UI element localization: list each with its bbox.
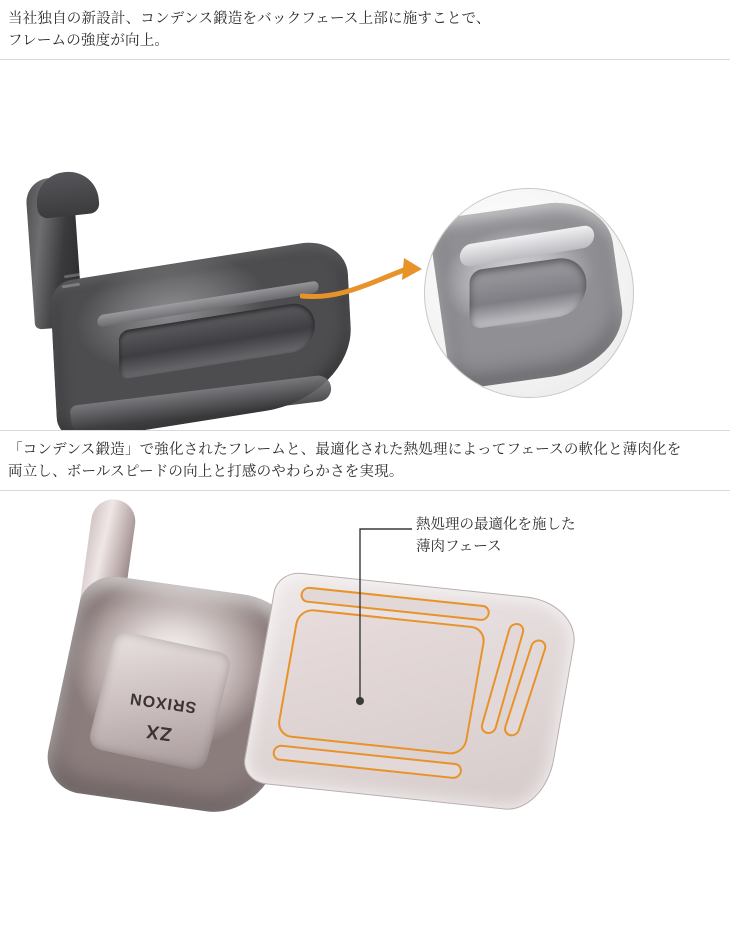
section2-description-line-1: 「コンデンス鍛造」で強化されたフレームと、最適化された熱処理によってフェースの軟化と薄肉化を — [8, 441, 682, 458]
section2-description-line-2: 両立し、ボールスピードの向上と打感のやわらかさを実現。 — [8, 464, 404, 481]
callout-line-2: 薄肉フェース — [416, 538, 502, 555]
thin-face-area — [276, 608, 488, 756]
callout-line-1: 熱処理の最適化を施した — [416, 516, 576, 533]
section1-description-line-2: フレームの強度が向上。 — [8, 33, 170, 50]
section2-figure — [0, 491, 730, 911]
section1-description-line-1: 当社独自の新設計、コンデンス鍛造をバックフェース上部に施すことで、 — [8, 11, 491, 27]
club-logo-model: ZX — [144, 719, 174, 745]
iron-hosel-top — [34, 169, 100, 219]
club-logo-brand: SRIXON — [128, 689, 198, 716]
zoom-bubble — [424, 188, 634, 398]
thin-face-callout-text — [416, 515, 576, 559]
section1-description — [0, 0, 730, 59]
exploded-face-plate — [240, 570, 582, 813]
section1-figure — [0, 60, 730, 430]
club-logo — [97, 631, 231, 757]
section2-description — [0, 431, 730, 490]
zoom-arrow-icon — [300, 256, 426, 304]
